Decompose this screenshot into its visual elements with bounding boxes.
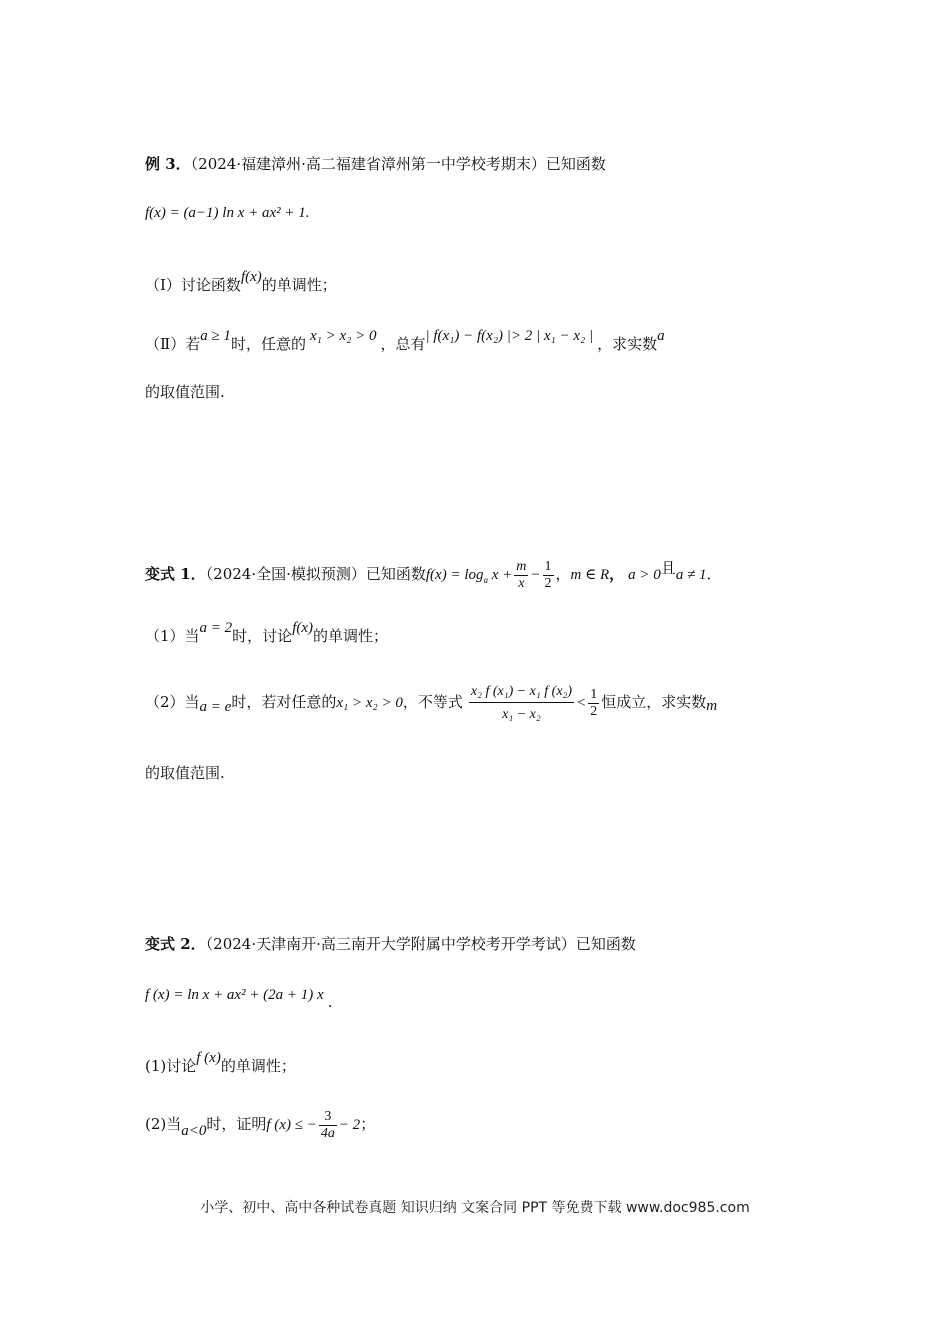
example3-formula: f(x) = (a−1) ln x + ax² + 1. <box>145 205 310 221</box>
variant1-formula-left: f(x) = log <box>425 567 484 583</box>
example3-part2-mid1: 时，任意的 <box>230 335 306 353</box>
example3-part2-line2: 的取值范围. <box>145 383 225 401</box>
variant1-frac1-num: m <box>516 558 527 574</box>
variant1-part2-var: m <box>706 698 718 714</box>
variant2-heading: 变式 2． <box>145 935 206 953</box>
variant1-part1-suffix: 的单调性； <box>313 627 389 645</box>
example3-part2-ineq: | f(x₁) − f(x₂) |> 2 | x₁ − x₂ | <box>425 328 594 344</box>
variant2-part2 <box>145 1106 375 1143</box>
variant2-formula: f (x) = ln x + ax² + (2a + 1) x <box>145 987 324 1003</box>
variant2-part2-suffix: ； <box>360 1115 376 1133</box>
variant2-part2-left: f (x) ≤ − <box>266 1117 317 1133</box>
variant2-part2-mid: 时，证明 <box>206 1115 267 1133</box>
variant1-ineq-right-fraction <box>588 687 599 720</box>
variant1-source: （2024·全国·模拟预测）已知函数 <box>205 565 426 583</box>
example3-part2 <box>145 328 665 355</box>
variant1-formula-base: a <box>483 575 488 585</box>
example3-part2-cond1: a ≥ 1 <box>200 328 231 344</box>
variant1-part1-mid: 时，讨论 <box>232 627 293 645</box>
variant1-part2-suffix: 恒成立，求实数 <box>601 693 707 711</box>
variant1-frac1-den: x <box>518 575 525 591</box>
example3-part2-mid2: ，总有 <box>380 335 426 353</box>
variant2-part2-cond: a<0 <box>181 1123 207 1139</box>
variant1-end: ． <box>706 565 722 583</box>
variant1-frac-half <box>543 559 554 592</box>
variant2-source: （2024·天津南开·高三南开大学附属中学校考开学考试）已知函数 <box>205 935 636 953</box>
example3-part1-prefix: （Ⅰ）讨论函数 <box>145 276 241 294</box>
example3-source: （2024·福建漳州·高二福建省漳州第一中学校考期末）已知函数 <box>190 155 606 173</box>
variant1-a-cond2: a ≠ 1 <box>675 567 707 583</box>
variant2-part1-prefix: (1)讨论 <box>145 1057 197 1075</box>
example3-part2-var: a <box>657 328 665 344</box>
variant1-ineq-den: x₁ − x₂ <box>502 706 541 722</box>
variant2-frac-num: 3 <box>319 1109 337 1126</box>
variant1-part2-cond: a = e <box>199 699 232 715</box>
example3-part2-suffix: ，求实数 <box>597 335 658 353</box>
example3-part1-suffix: 的单调性； <box>261 276 337 294</box>
variant1-part2-x: x₁ > x₂ > 0 <box>336 695 403 711</box>
variant1-ineq-fraction <box>469 684 574 723</box>
example3-part2-cond2: x₁ > x₂ > 0 <box>309 328 377 344</box>
variant2-frac-den: 4a <box>320 1125 335 1141</box>
variant1-part1 <box>145 620 389 647</box>
variant1-a-cond1: a > 0 <box>628 567 661 583</box>
variant1-frac2-num: 1 <box>544 558 552 574</box>
variant2-formula-end: . <box>327 993 333 1011</box>
variant1-frac-m-over-x <box>514 559 528 592</box>
variant1-m-cond: m ∈ R <box>570 567 610 583</box>
example3-part1-fx: f(x) <box>240 269 262 285</box>
variant1-ineq-lt: < <box>576 695 587 711</box>
variant1-and: 且 <box>660 559 676 577</box>
variant1-ineq-rnum: 1 <box>590 686 598 702</box>
variant2-part1-fx: f (x) <box>196 1050 221 1066</box>
variant2-part1 <box>145 1050 296 1077</box>
example3-heading: 例 3． <box>145 155 191 173</box>
variant2-formula-line <box>145 984 333 1011</box>
variant2-part2-right: − 2 <box>338 1117 361 1133</box>
example3-part1 <box>145 269 337 296</box>
variant1-ineq-rden: 2 <box>590 703 598 719</box>
variant1-frac2-den: 2 <box>544 575 552 591</box>
variant2-part2-fraction <box>319 1109 337 1142</box>
variant1-part1-cond: a = 2 <box>199 620 233 636</box>
variant1-sep2: ， <box>609 565 625 583</box>
variant1-part2-line2: 的取值范围. <box>145 764 225 782</box>
variant1-formula-minus: − <box>530 567 541 583</box>
variant1-sep1: ， <box>555 565 571 583</box>
variant1-heading: 变式 1． <box>145 565 206 583</box>
variant2-title-line <box>145 934 636 954</box>
example3-title-line <box>145 154 606 174</box>
variant1-title-line <box>145 556 722 598</box>
example3-part2-prefix: （Ⅱ）若 <box>145 335 201 353</box>
variant1-part2-prefix: （2）当 <box>145 693 200 711</box>
variant1-part2 <box>145 682 717 723</box>
variant1-formula-mid: x + <box>488 567 513 583</box>
variant1-part1-prefix: （1）当 <box>145 627 200 645</box>
footer-banner: 小学、初中、高中各种试卷真题 知识归纳 文案合同 PPT 等免费下载 www.doc985.com <box>200 1200 750 1216</box>
variant2-part1-suffix: 的单调性； <box>220 1057 296 1075</box>
variant1-part1-fx: f(x) <box>292 620 314 636</box>
variant1-part2-mid2: ，不等式 <box>402 693 463 711</box>
variant1-part2-mid1: 时，若对任意的 <box>231 693 337 711</box>
variant2-part2-prefix: (2)当 <box>145 1115 182 1133</box>
variant1-ineq-num: x₂ f (x₁) − x₁ f (x₂) <box>469 684 574 703</box>
